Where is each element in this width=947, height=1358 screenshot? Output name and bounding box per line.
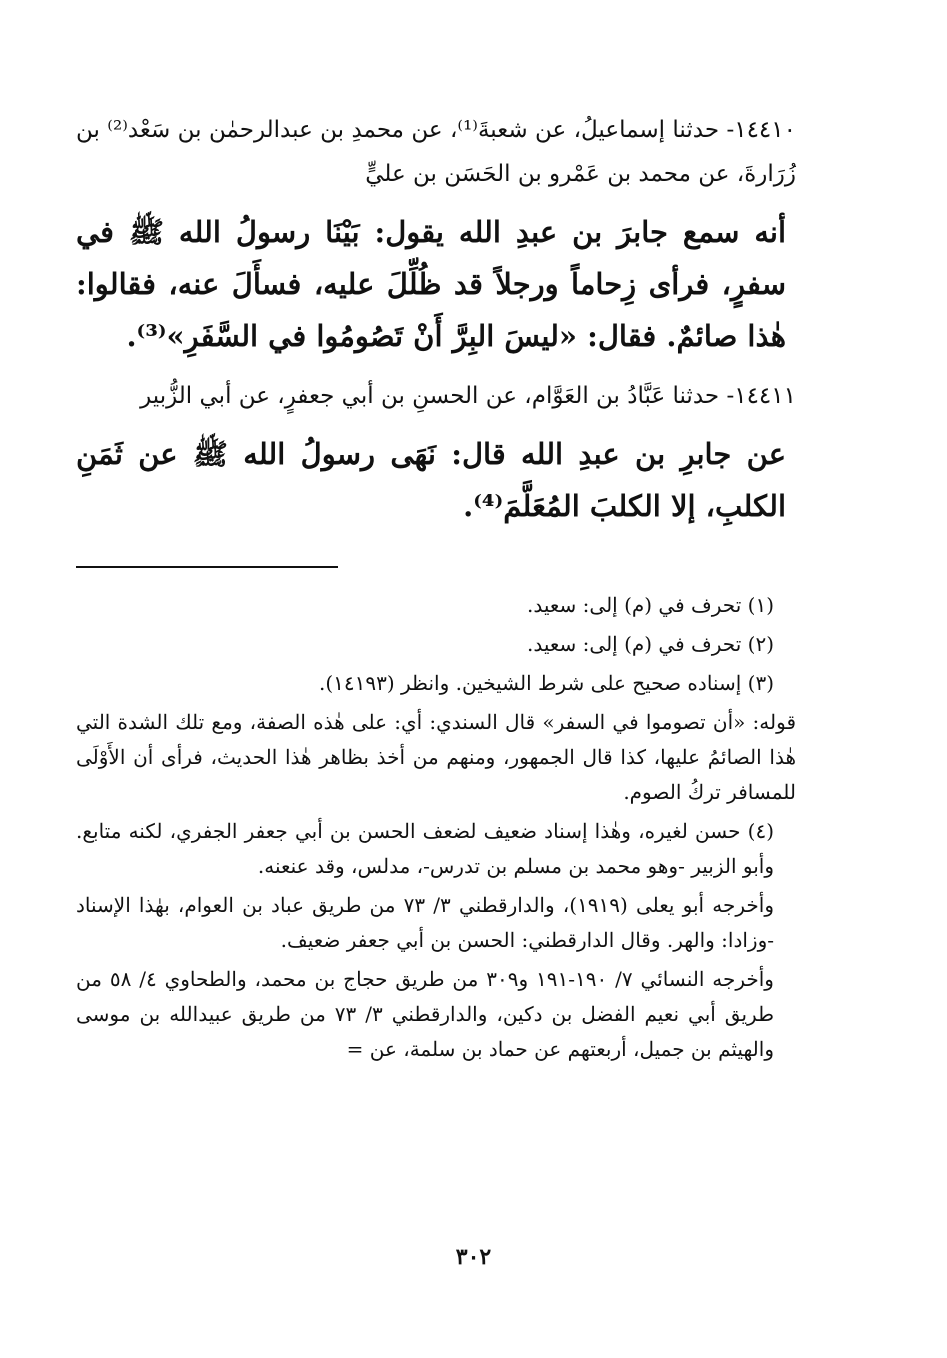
page-number: ٣٠٢: [455, 1244, 492, 1270]
footnote-4-takhrij-2: وأخرجه النسائي ٧/ ١٩٠-١٩١ و٣٠٩ من طريق حجاج بن محمد، والطحاوي ٤/ ٥٨ من طريق أبي نعيم الفضل بن دكين، والدارقطني ٣/ ٧٣ من طريق عبيدالله بن موسى والهيثم بن جميل، أربعتهم عن حماد بن سلمة، عن =: [76, 967, 774, 1061]
hadith-14411-chain: ١٤٤١١- حدثنا عَبَّادُ بن العَوَّام، عن الحسنِ بن أبي جعفرٍ، عن أبي الزُّبير: [140, 383, 796, 409]
footnote-separator: [76, 566, 338, 568]
footnote-1: (١) تحرف في (م) إلى: سعيد.: [527, 593, 774, 617]
footnotes: [76, 588, 796, 1067]
hadith-14411-text: عن جابرِ بن عبدِ الله قال: نَهَى رسولُ الله ﷺ عن ثَمَنِ الكلبِ، إلا الكلبَ المُعَلَّمَ⁽⁴⁾.: [76, 437, 786, 523]
footnote-4-takhrij-1: وأخرجه أبو يعلى (١٩١٩)، والدارقطني ٣/ ٧٣ من طريق عباد بن العوام، بهٰذا الإسناد -وزادا: والهر. وقال الدارقطني: الحسن بن أبي جعفر ضعيف.: [76, 893, 774, 952]
page-body: [76, 108, 796, 1308]
footnote-3: (٣) إسناده صحيح على شرط الشيخين. وانظر (١٤١٩٣).: [318, 671, 774, 695]
footnote-2: (٢) تحرف في (م) إلى: سعيد.: [527, 632, 774, 656]
footnote-3-commentary: قوله: «أن تصوموا في السفر» قال السندي: أي: على هٰذه الصفة، ومع تلك الشدة التي هٰذا الصائمُ عليها، كذا قال الجمهور، ومنهم من أخذ بظاهر هٰذا الحديث، فرأى أن الأَوْلَى للمسافر تركُ الصوم.: [76, 710, 797, 804]
hadith-14410-chain: ١٤٤١٠- حدثنا إسماعيلُ، عن شعبةَ⁽¹⁾، عن محمدِ بن عبدالرحمٰن بن سَعْد⁽²⁾ بن زُرَارةَ، عن محمد بن عَمْرو بن الحَسَن بن عليٍّ: [76, 117, 796, 187]
footnote-4: (٤) حسن لغيره، وهٰذا إسناد ضعيف لضعف الحسن بن أبي جعفر الجفري، لكنه متابع. وأبو الزبير -وهو محمد بن مسلم بن تدرس-، مدلس، وقد عنعنه.: [76, 819, 774, 878]
hadith-14410-text: أنه سمع جابرَ بن عبدِ الله يقول: بَيْنَا رسولُ الله ﷺ في سفرٍ، فرأى زِحاماً ورجلاً قد ظُلِّلَ عليه، فسأَلَ عنه، فقالوا: هٰذا صائمٌ. فقال: «ليسَ البِرَّ أَنْ تَصُومُوا في السَّفَرِ»⁽³⁾.: [76, 215, 786, 353]
